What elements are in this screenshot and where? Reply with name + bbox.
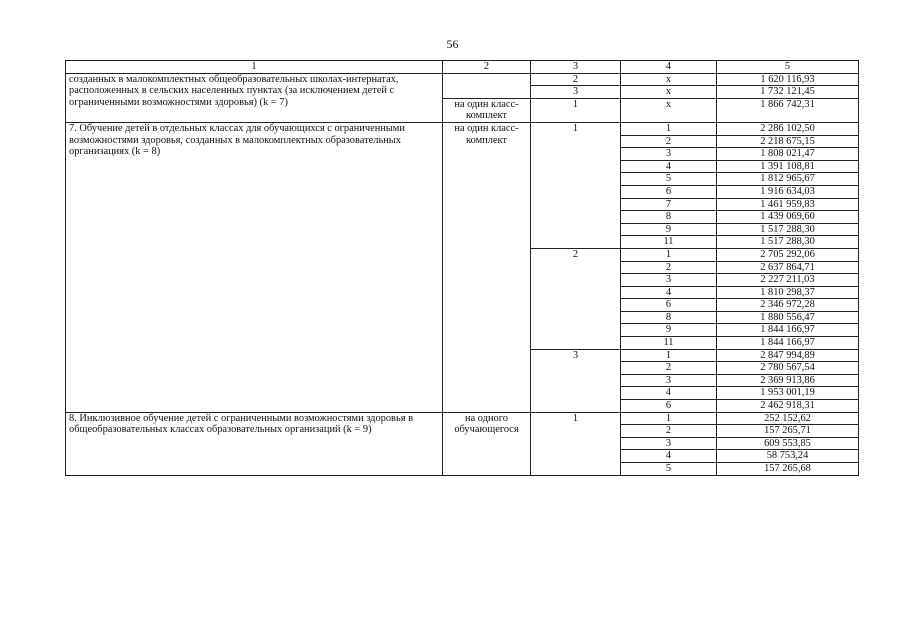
row-description: созданных в малокомплектных общеобразовательных школах-интернатах, расположенных в сельских населенных пунктах (за исключением детей с ограниченными возможностями здоровья) (k = 7)	[66, 73, 443, 122]
unit-cell-empty	[443, 73, 531, 98]
cell-col4: 1	[621, 248, 717, 261]
cell-col4: 3	[621, 374, 717, 387]
cell-col4: 9	[621, 223, 717, 236]
cell-col4: x	[621, 98, 717, 122]
cell-col4: x	[621, 73, 717, 86]
cell-col5: 1 391 108,81	[717, 160, 859, 173]
cell-col4: 6	[621, 299, 717, 312]
cell-col5: 2 286 102,50	[717, 122, 859, 135]
cell-col4: 4	[621, 286, 717, 299]
cell-col5: 2 637 864,71	[717, 261, 859, 274]
table-row	[66, 73, 859, 86]
cell-col3: 3	[531, 86, 621, 99]
cell-col4: 11	[621, 236, 717, 249]
cell-col4: 4	[621, 387, 717, 400]
cell-col5: 1 844 166,97	[717, 324, 859, 337]
cell-col5: 1 439 069,60	[717, 211, 859, 224]
header-col-5: 5	[717, 61, 859, 74]
cell-col5: 1 808 021,47	[717, 148, 859, 161]
table-row	[66, 412, 859, 425]
cell-col4: 1	[621, 412, 717, 425]
cell-col5: 2 462 918,31	[717, 400, 859, 413]
cell-col5: 1 916 634,03	[717, 185, 859, 198]
cell-col4: 3	[621, 148, 717, 161]
cell-col4: 2	[621, 425, 717, 438]
cell-col4: 8	[621, 311, 717, 324]
cell-col4: 9	[621, 324, 717, 337]
cell-col5: 1 880 556,47	[717, 311, 859, 324]
cell-col5: 1 517 288,30	[717, 223, 859, 236]
cell-col5: 2 705 292,06	[717, 248, 859, 261]
cell-col3: 1	[531, 412, 621, 475]
cell-col4: 5	[621, 173, 717, 186]
header-col-2: 2	[443, 61, 531, 74]
row-description: 8. Инклюзивное обучение детей с ограниченными возможностями здоровья в общеобразовательных классах образовательных организаций (k = 9)	[66, 412, 443, 475]
cell-col5: 1 866 742,31	[717, 98, 859, 122]
cell-col5: 1 517 288,30	[717, 236, 859, 249]
cell-col4: 2	[621, 261, 717, 274]
unit-cell: на один класс-комплект	[443, 98, 531, 122]
header-col-1: 1	[66, 61, 443, 74]
cell-col5: 2 346 972,28	[717, 299, 859, 312]
cell-col3: 1	[531, 122, 621, 248]
cell-col5: 2 218 675,15	[717, 135, 859, 148]
cell-col5: 2 847 994,89	[717, 349, 859, 362]
cell-col3: 2	[531, 73, 621, 86]
header-col-4: 4	[621, 61, 717, 74]
table-row	[66, 122, 859, 135]
cell-col5: 2 369 913,86	[717, 374, 859, 387]
cell-col5: 58 753,24	[717, 450, 859, 463]
cell-col5: 157 265,71	[717, 425, 859, 438]
cell-col3: 3	[531, 349, 621, 412]
header-col-3: 3	[531, 61, 621, 74]
cell-col3: 1	[531, 98, 621, 122]
cell-col4: 3	[621, 274, 717, 287]
cell-col4: 7	[621, 198, 717, 211]
row-description: 7. Обучение детей в отдельных классах для обучающихся с ограниченными возможностями здоровья, созданных в малокомплектных образовательных организациях (k = 8)	[66, 122, 443, 412]
cell-col3: 2	[531, 248, 621, 349]
cell-col5: 1 844 166,97	[717, 337, 859, 350]
cell-col5: 609 553,85	[717, 437, 859, 450]
cell-col4: 2	[621, 135, 717, 148]
unit-cell: на одного обучающегося	[443, 412, 531, 475]
cell-col4: 2	[621, 362, 717, 375]
cell-col5: 1 810 298,37	[717, 286, 859, 299]
cell-col5: 252 152,62	[717, 412, 859, 425]
cell-col4: 4	[621, 450, 717, 463]
cell-col4: 8	[621, 211, 717, 224]
cell-col4: 6	[621, 400, 717, 413]
cell-col4: x	[621, 86, 717, 99]
unit-cell: на один класс-комплект	[443, 122, 531, 412]
cell-col4: 3	[621, 437, 717, 450]
page-number: 56	[446, 37, 459, 51]
cell-col5: 1 732 121,45	[717, 86, 859, 99]
cell-col4: 4	[621, 160, 717, 173]
cell-col4: 1	[621, 122, 717, 135]
header-row	[66, 61, 859, 74]
cell-col5: 1 953 001,19	[717, 387, 859, 400]
cell-col4: 1	[621, 349, 717, 362]
tariff-table	[65, 60, 859, 476]
cell-col5: 1 461 959,83	[717, 198, 859, 211]
cell-col4: 6	[621, 185, 717, 198]
cell-col5: 157 265,68	[717, 463, 859, 476]
cell-col5: 2 780 567,54	[717, 362, 859, 375]
cell-col4: 5	[621, 463, 717, 476]
cell-col5: 1 620 116,93	[717, 73, 859, 86]
cell-col4: 11	[621, 337, 717, 350]
cell-col5: 2 227 211,03	[717, 274, 859, 287]
cell-col5: 1 812 965,67	[717, 173, 859, 186]
